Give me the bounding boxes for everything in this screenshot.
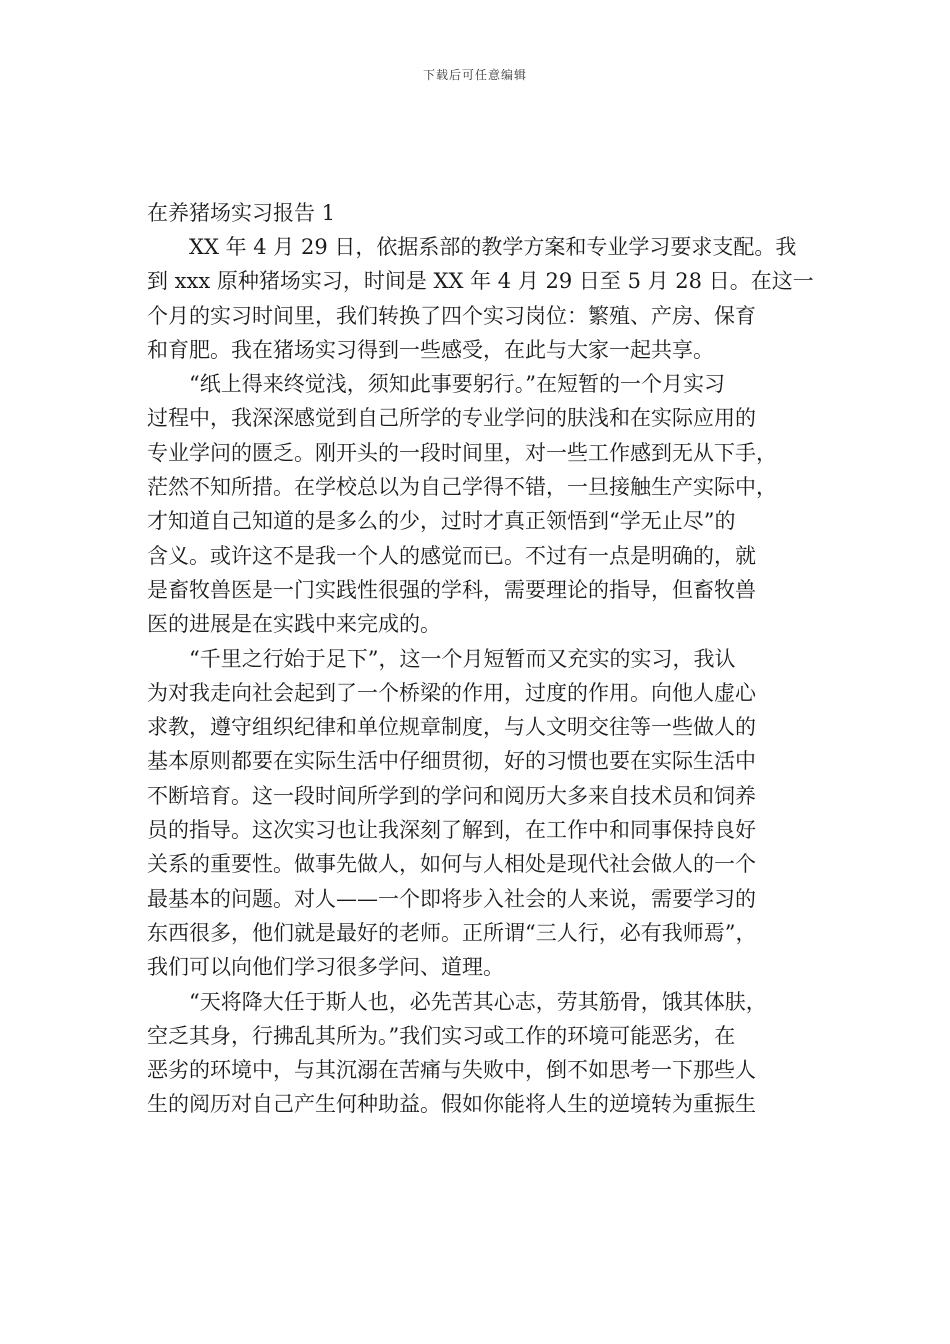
- paragraph-4: [147, 985, 809, 1122]
- text-line: “天将降大任于斯人也，必先苦其心志，劳其筋骨，饿其体肤，: [189, 989, 767, 1014]
- text-line: 是畜牧兽医是一门实践性很强的学科，需要理论的指导，但畜牧兽: [147, 577, 756, 602]
- text-line: 员的指导。这次实习也让我深刻了解到，在工作中和同事保持良好: [147, 818, 756, 843]
- text-line: 恶劣的环境中，与其沉溺在苦痛与失败中，倒不如思考一下那些人: [147, 1058, 756, 1083]
- text-line: 医的进展是在实践中来完成的。: [147, 612, 441, 637]
- text-line: XX 年 4 月 29 日，依据系部的教学方案和专业学习要求支配。我: [189, 235, 797, 259]
- text-line: 过程中，我深深感觉到自己所学的专业学问的肤浅和在实际应用的: [147, 406, 756, 431]
- text-line: 基本原则都要在实际生活中仔细贯彻，好的习惯也要在实际生活中: [147, 749, 756, 774]
- text-line: 最基本的问题。对人——一个即将步入社会的人来说，需要学习的: [147, 886, 756, 911]
- text-line: 才知道自己知道的是多么的少，过时才真正领悟到“学无止尽”的: [147, 509, 736, 534]
- text-line: 空乏其身，行拂乱其所为。”我们实习或工作的环境可能恶劣，在: [147, 1023, 736, 1048]
- paragraph-3: [147, 642, 809, 985]
- text-line: 东西很多，他们就是最好的老师。正所谓“三人行，必有我师焉”，: [147, 920, 757, 945]
- paragraph-1: [147, 230, 814, 367]
- document-title: 在养猪场实习报告 1: [147, 201, 336, 225]
- page-header-note: 下载后可任意编辑: [422, 68, 527, 82]
- text-line: 含义。或许这不是我一个人的感觉而已。不过有一点是明确的，就: [147, 543, 756, 568]
- text-line: 求教，遵守组织纪律和单位规章制度，与人文明交往等一些做人的: [147, 715, 756, 740]
- paragraph-2: [147, 367, 809, 641]
- text-line: 为对我走向社会起到了一个桥梁的作用，过度的作用。向他人虚心: [147, 680, 756, 705]
- text-line: 关系的重要性。做事先做人，如何与人相处是现代社会做人的一个: [147, 852, 756, 877]
- document-body: [147, 196, 814, 1122]
- text-line: 不断培育。这一段时间所学到的学问和阅历大多来自技术员和饲养: [147, 783, 756, 808]
- text-line: 我们可以向他们学习很多学问、道理。: [147, 955, 504, 980]
- text-line: 专业学问的匮乏。刚开头的一段时间里，对一些工作感到无从下手，: [147, 440, 777, 465]
- text-line: 到 xxx 原种猪场实习，时间是 XX 年 4 月 29 日至 5 月 28 日。在这一: [147, 269, 814, 294]
- text-line: 生的阅历对自己产生何种助益。假如你能将人生的逆境转为重振生: [147, 1092, 756, 1117]
- text-line: “千里之行始于足下”，这一个月短暂而又充实的实习，我认: [189, 646, 736, 671]
- text-line: 茫然不知所措。在学校总以为自己学得不错，一旦接触生产实际中，: [147, 475, 777, 500]
- text-line: 和育肥。我在猪场实习得到一些感受，在此与大家一起共享。: [147, 337, 714, 362]
- text-line: “纸上得来终觉浅，须知此事要躬行。”在短暂的一个月实习: [189, 372, 725, 397]
- text-line: 个月的实习时间里，我们转换了四个实习岗位：繁殖、产房、保育: [147, 303, 756, 328]
